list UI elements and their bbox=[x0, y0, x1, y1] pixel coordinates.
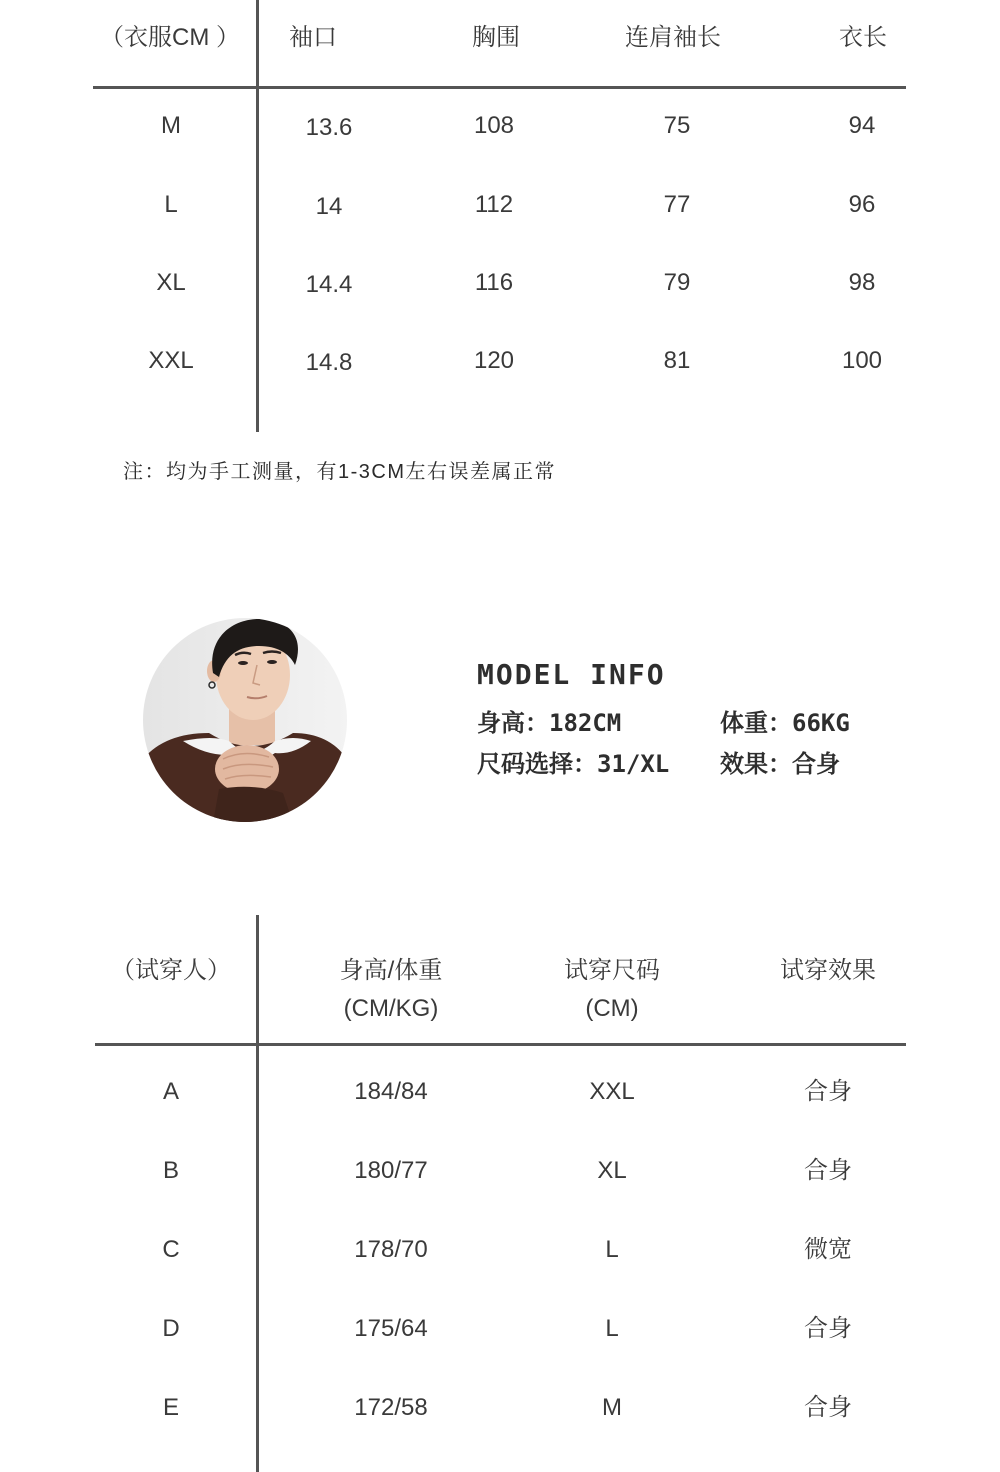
person-label: D bbox=[162, 1315, 180, 1342]
chest-value: 116 bbox=[474, 269, 514, 296]
table-row bbox=[0, 346, 1000, 376]
table-row bbox=[0, 1314, 1000, 1344]
person-label: C bbox=[162, 1236, 180, 1263]
length-value: 96 bbox=[848, 191, 876, 218]
table-row bbox=[0, 1393, 1000, 1423]
sleeve-length-value: 81 bbox=[663, 347, 691, 374]
model-size bbox=[477, 749, 669, 779]
header-fitting-size-unit: (CM) bbox=[585, 995, 639, 1022]
header-person: （试穿人） bbox=[111, 957, 231, 984]
cuff-value: 14.8 bbox=[305, 349, 353, 376]
table-row bbox=[0, 190, 1000, 220]
header-size: （衣服CM ） bbox=[100, 24, 240, 51]
chest-value: 120 bbox=[473, 347, 515, 374]
size-label: XL bbox=[156, 269, 186, 296]
sleeve-length-value: 77 bbox=[663, 191, 691, 218]
model-weight bbox=[720, 708, 850, 738]
model-height bbox=[477, 708, 621, 738]
header-cuff: 袖口 bbox=[289, 24, 337, 51]
table-row bbox=[0, 1077, 1000, 1107]
fitting-size-value: L bbox=[605, 1236, 619, 1263]
fitting-size-value: M bbox=[602, 1394, 622, 1421]
header-height-weight: 身高/体重 bbox=[339, 957, 443, 984]
header-length: 衣长 bbox=[839, 24, 887, 51]
header-rule bbox=[93, 86, 906, 89]
model-info-title: MODEL INFO bbox=[477, 658, 666, 691]
model-fit-value: 合身 bbox=[792, 750, 840, 778]
table-row bbox=[0, 111, 1000, 141]
model-weight-label: 体重： bbox=[720, 709, 792, 737]
cuff-value: 13.6 bbox=[305, 114, 353, 141]
length-value: 100 bbox=[841, 347, 883, 374]
person-label: E bbox=[162, 1394, 179, 1421]
header-fitting-effect: 试穿效果 bbox=[780, 957, 876, 984]
fitting-effect-value: 微宽 bbox=[804, 1236, 852, 1263]
size-label: M bbox=[161, 112, 181, 139]
model-size-label: 尺码选择： bbox=[477, 750, 597, 778]
header-rule bbox=[95, 1043, 906, 1046]
table-row bbox=[0, 268, 1000, 298]
cuff-value: 14 bbox=[315, 193, 343, 220]
size-label: L bbox=[164, 191, 178, 218]
fitting-effect-value: 合身 bbox=[804, 1157, 852, 1184]
size-label: XXL bbox=[148, 347, 194, 374]
chest-value: 108 bbox=[473, 112, 515, 139]
model-fit bbox=[720, 749, 840, 779]
fitting-table-header bbox=[0, 956, 1000, 986]
height-weight-value: 184/84 bbox=[354, 1078, 428, 1105]
header-chest: 胸围 bbox=[472, 24, 520, 51]
person-label: A bbox=[162, 1078, 179, 1105]
length-value: 94 bbox=[848, 112, 876, 139]
cuff-value: 14.4 bbox=[305, 271, 353, 298]
model-height-label: 身高： bbox=[477, 709, 549, 737]
model-photo bbox=[143, 617, 347, 823]
length-value: 98 bbox=[848, 269, 876, 296]
person-label: B bbox=[162, 1157, 179, 1184]
measurement-note: 注：均为手工测量，有1-3CM左右误差属正常 bbox=[123, 461, 557, 483]
height-weight-value: 180/77 bbox=[354, 1157, 428, 1184]
sleeve-length-value: 79 bbox=[663, 269, 691, 296]
fitting-effect-value: 合身 bbox=[804, 1078, 852, 1105]
chest-value: 112 bbox=[474, 191, 514, 218]
model-weight-value: 66KG bbox=[792, 709, 850, 737]
fitting-effect-value: 合身 bbox=[804, 1315, 852, 1342]
sleeve-length-value: 75 bbox=[663, 112, 691, 139]
table-row bbox=[0, 1235, 1000, 1265]
header-sleeve-length: 连肩袖长 bbox=[625, 24, 721, 51]
fitting-effect-value: 合身 bbox=[804, 1394, 852, 1421]
table-row bbox=[0, 1156, 1000, 1186]
header-height-weight-unit: (CM/KG) bbox=[343, 995, 439, 1022]
height-weight-value: 175/64 bbox=[354, 1315, 428, 1342]
fitting-size-value: L bbox=[605, 1315, 619, 1342]
model-fit-label: 效果： bbox=[720, 750, 792, 778]
model-height-value: 182CM bbox=[549, 709, 622, 737]
model-size-value: 31/XL bbox=[597, 750, 670, 778]
height-weight-value: 178/70 bbox=[354, 1236, 428, 1263]
fitting-size-value: XL bbox=[597, 1157, 627, 1184]
fitting-table-header-units bbox=[0, 994, 1000, 1024]
fitting-size-value: XXL bbox=[589, 1078, 635, 1105]
height-weight-value: 172/58 bbox=[354, 1394, 428, 1421]
size-table-header bbox=[0, 23, 1000, 53]
header-fitting-size: 试穿尺码 bbox=[564, 957, 660, 984]
